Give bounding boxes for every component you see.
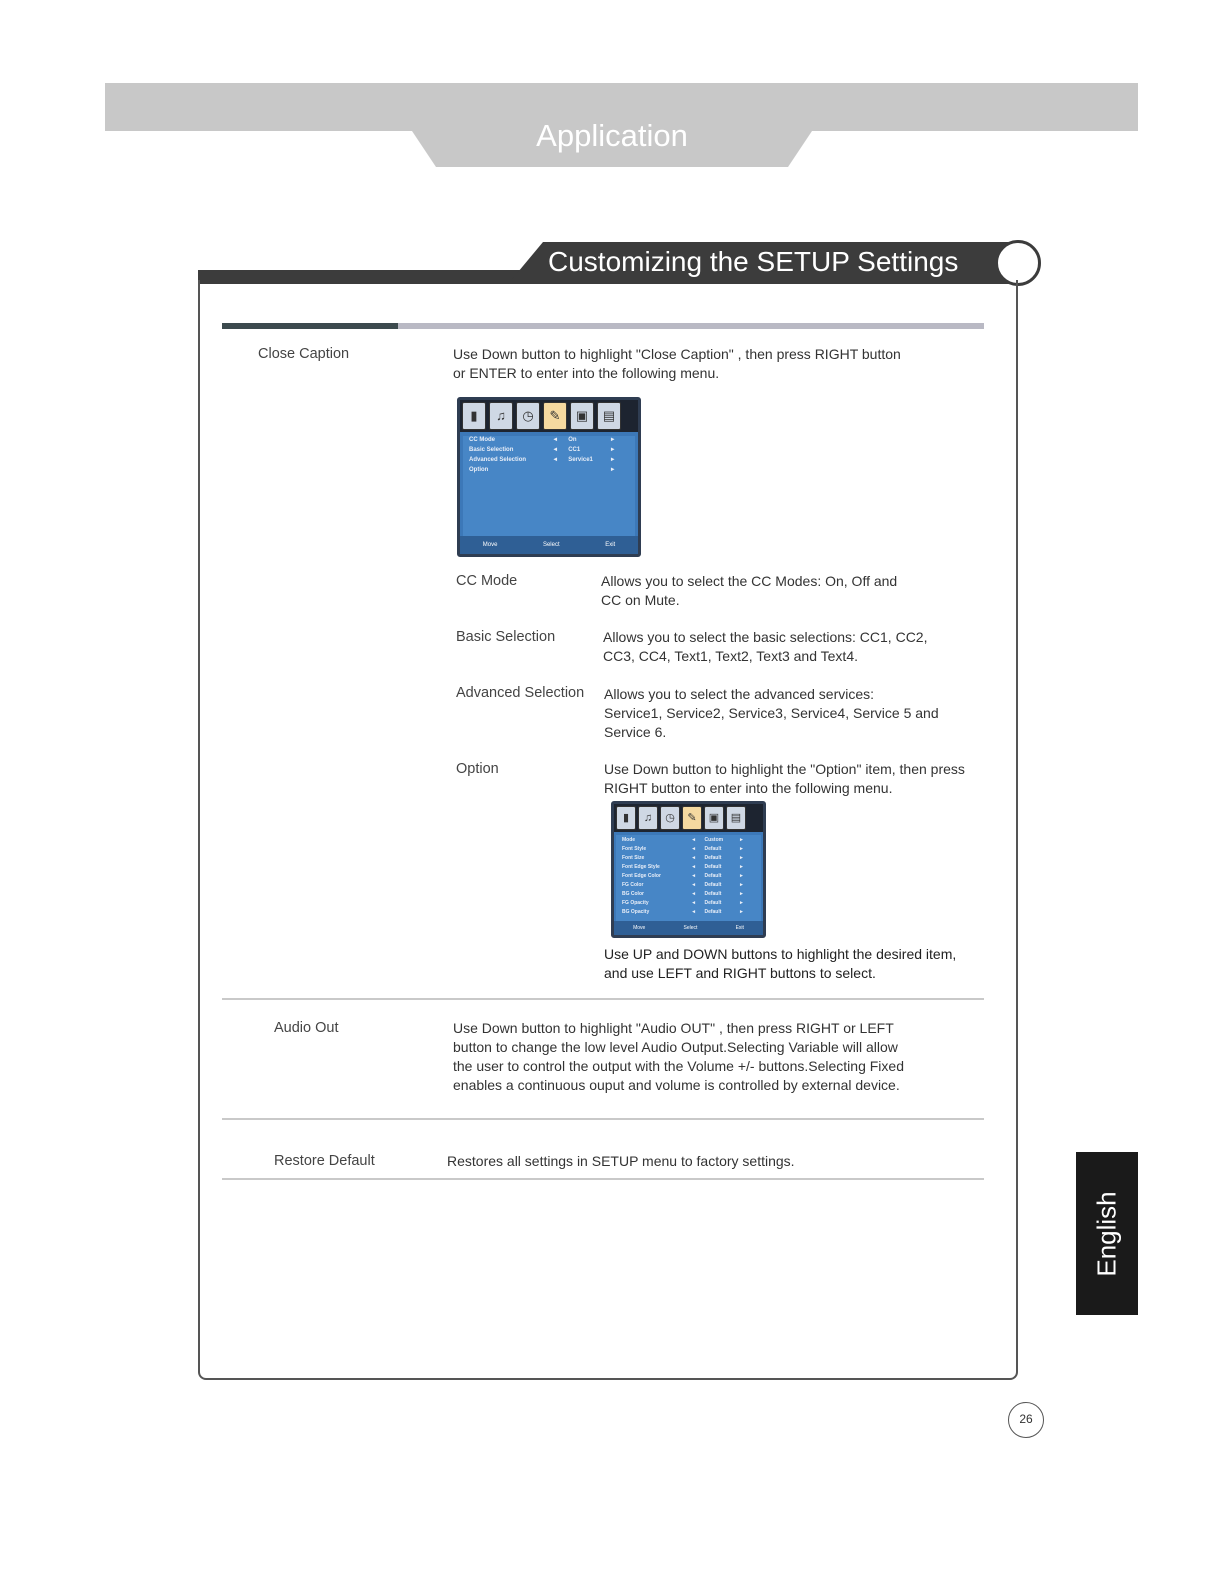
input-icon: ▤ <box>597 402 621 430</box>
osd-row: Mode ◄ Custom ► <box>622 837 744 843</box>
osd-menu-list <box>463 436 635 536</box>
option-menu-screenshot <box>611 801 766 938</box>
osd-row: Font Edge Color ◄ Default ► <box>622 873 744 879</box>
basic-selection-label: Basic Selection <box>456 629 556 645</box>
divider <box>222 998 984 1000</box>
lock-icon: ▣ <box>704 806 724 830</box>
page-number: 26 <box>1008 1402 1044 1438</box>
clock-icon: ◷ <box>516 402 540 430</box>
picture-icon: ▮ <box>616 806 636 830</box>
option-label: Option <box>456 761 499 777</box>
osd-row: FG Color ◄ Default ► <box>622 882 744 888</box>
cc-mode-label: CC Mode <box>456 573 518 589</box>
restore-default-label: Restore Default <box>274 1153 375 1169</box>
advanced-selection-text-3: Service 6. <box>604 724 667 740</box>
osd-footer: Move Select Exit <box>614 921 763 935</box>
setup-icon: ✎ <box>682 806 702 830</box>
advanced-selection-text-2: Service1, Service2, Service3, Service4, Service 5 and <box>604 705 939 721</box>
osd-icon-bar <box>614 804 763 832</box>
input-icon: ▤ <box>726 806 746 830</box>
osd-row: Font Size ◄ Default ► <box>622 855 744 861</box>
basic-selection-text-1: Allows you to select the basic selections: CC1, CC2, <box>603 629 928 645</box>
osd-row: CC Mode ◄ On ► <box>469 437 616 443</box>
osd-row: Option ► <box>469 467 616 473</box>
audio-icon: ♫ <box>638 806 658 830</box>
close-caption-intro-1: Use Down button to highlight "Close Caption" , then press RIGHT button <box>453 346 901 362</box>
option-after-text-1: Use UP and DOWN buttons to highlight the desired item, <box>604 946 957 962</box>
close-caption-label: Close Caption <box>258 346 350 362</box>
osd-row: Advanced Selection ◄ Service1 ► <box>469 457 616 463</box>
cc-menu-screenshot <box>457 397 641 557</box>
osd-row: FG Opacity ◄ Default ► <box>622 900 744 906</box>
audio-out-text-2: button to change the low level Audio Output.Selecting Variable will allow <box>453 1039 898 1055</box>
option-after-text-2: and use LEFT and RIGHT buttons to select. <box>604 965 876 981</box>
clock-icon: ◷ <box>660 806 680 830</box>
option-text-1: Use Down button to highlight the "Option" item, then press <box>604 761 965 777</box>
section-title: Customizing the SETUP Settings <box>548 246 959 277</box>
osd-footer: Move Select Exit <box>460 536 638 554</box>
language-tab-label: English <box>1091 1191 1122 1277</box>
audio-out-text-1: Use Down button to highlight "Audio OUT" , then press RIGHT or LEFT <box>453 1020 894 1036</box>
top-rule-accent <box>222 323 398 329</box>
close-caption-intro-2: or ENTER to enter into the following menu. <box>453 365 720 381</box>
osd-menu-list <box>616 835 761 921</box>
divider <box>222 1118 984 1120</box>
osd-row: Font Edge Style ◄ Default ► <box>622 864 744 870</box>
osd-row: Font Style ◄ Default ► <box>622 846 744 852</box>
restore-default-text: Restores all settings in SETUP menu to factory settings. <box>447 1153 795 1169</box>
page-title: Application <box>536 118 688 153</box>
audio-out-label: Audio Out <box>274 1020 339 1036</box>
osd-row: BG Opacity ◄ Default ► <box>622 909 744 915</box>
audio-out-text-3: the user to control the output with the Volume +/- buttons.Selecting Fixed <box>453 1058 904 1074</box>
lock-icon: ▣ <box>570 402 594 430</box>
basic-selection-text-2: CC3, CC4, Text1, Text2, Text3 and Text4. <box>603 648 858 664</box>
cc-mode-text-1: Allows you to select the CC Modes: On, Off and <box>601 573 898 589</box>
advanced-selection-label: Advanced Selection <box>456 685 585 701</box>
setup-icon: ✎ <box>543 402 567 430</box>
option-text-2: RIGHT button to enter into the following menu. <box>604 780 893 796</box>
audio-out-text-4: enables a continuous ouput and volume is controlled by external device. <box>453 1077 900 1093</box>
cc-mode-text-2: CC on Mute. <box>601 592 680 608</box>
osd-row: BG Color ◄ Default ► <box>622 891 744 897</box>
divider <box>222 1178 984 1180</box>
audio-icon: ♫ <box>489 402 513 430</box>
advanced-selection-text-1: Allows you to select the advanced services: <box>604 686 875 702</box>
osd-icon-bar <box>460 400 638 432</box>
osd-row: Basic Selection ◄ CC1 ► <box>469 447 616 453</box>
picture-icon: ▮ <box>462 402 486 430</box>
